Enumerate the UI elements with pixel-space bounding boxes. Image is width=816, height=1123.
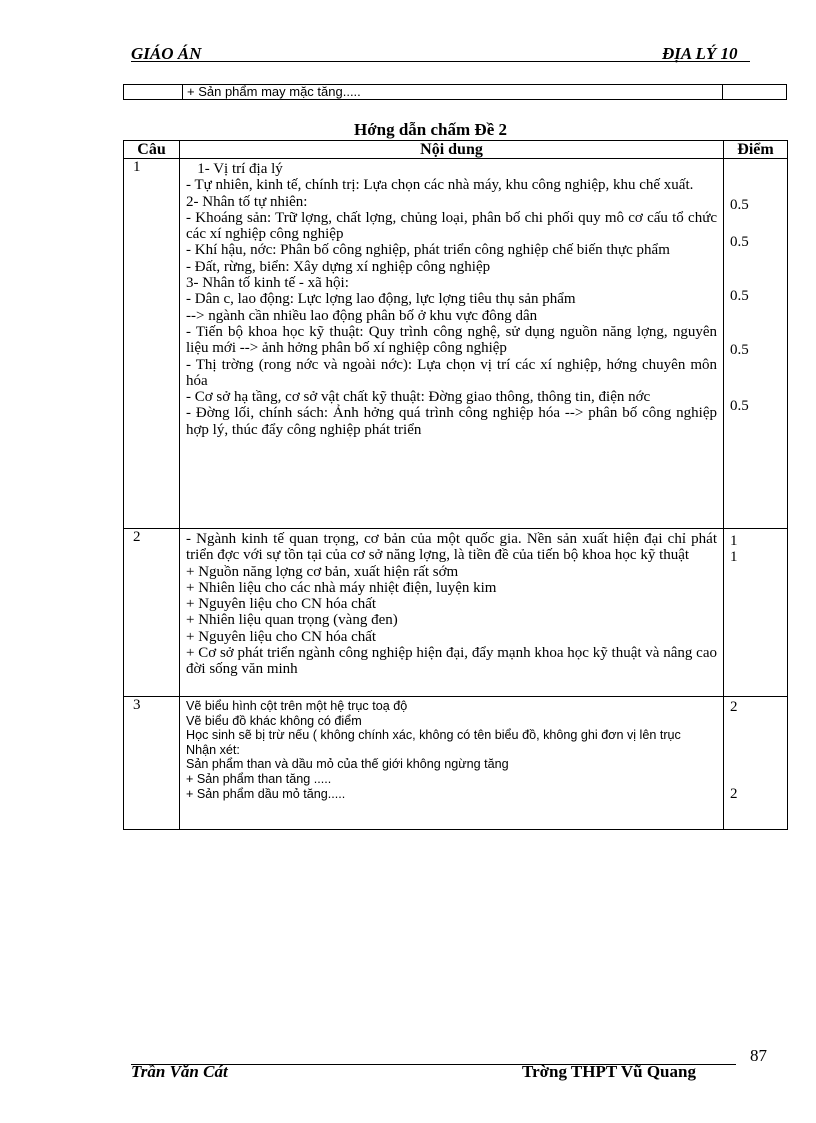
- question-number: 2: [124, 529, 180, 697]
- continued-table-row: [123, 84, 787, 100]
- content-line: + Sản phẩm dầu mỏ tăng.....: [186, 786, 346, 801]
- page-number: 87: [750, 1046, 767, 1065]
- content-line: - Thị trờng (rong nớc và ngoài nớc): Lựa chọn vị trí các xí nghiệp, hớng chuyên môn hóa: [186, 356, 717, 389]
- footer-author: Trần Văn Cát: [131, 1062, 228, 1081]
- content-line: + Cơ sở phát triển ngành công nghiệp hiện đại, đẩy mạnh khoa học kỹ thuật và nâng cao đời sống văn minh: [186, 645, 717, 678]
- points-cell: [724, 529, 788, 697]
- point-value: 0.5: [730, 288, 749, 304]
- content-line: - Khí hậu, nớc: Phân bố công nghiệp, phát triển công nghiệp chế biến thực phẩm: [186, 242, 670, 259]
- content-line: - Đờng lối, chính sách: Ảnh hởng quá trình công nghiệp hóa --> phân bố công nghiệp hợp lý, thúc đẩy công nghiệp phát triển: [186, 405, 717, 438]
- content-line: - Tự nhiên, kinh tế, chính trị: Lựa chọn các nhà máy, khu công nghiệp, khu chế xuất.: [186, 177, 694, 194]
- point-value: 1: [730, 533, 738, 549]
- content-line: + Nguồn năng lợng cơ bản, xuất hiện rất sớm: [186, 563, 459, 580]
- content-line: --> ngành cần nhiều lao động phân bố ở khu vực đông dân: [186, 307, 538, 324]
- content-line: + Sản phẩm than tăng .....: [186, 771, 332, 786]
- points-cell: [724, 697, 788, 830]
- point-value: 1: [730, 549, 738, 565]
- content-line: Vẽ biểu hình cột trên một hệ trục toạ độ: [186, 699, 408, 713]
- point-value: 2: [730, 699, 738, 715]
- answer-content: [180, 697, 724, 830]
- content-line: + Nguyên liệu cho CN hóa chất: [186, 628, 377, 645]
- content-line: 3- Nhân tố kinh tế - xã hội:: [186, 275, 349, 292]
- point-value: 2: [730, 786, 738, 802]
- content-line: Học sinh sẽ bị trừ nếu ( không chính xác, không có tên biểu đồ, không ghi đơn vị lên trục: [186, 728, 681, 743]
- continued-row-text: + Sản phẩm may mặc tăng.....: [187, 84, 361, 99]
- header-rule: [131, 61, 750, 62]
- content-line: 1- Vị trí địa lý: [186, 161, 283, 177]
- content-line: + Nguyên liệu cho CN hóa chất: [186, 596, 377, 613]
- footer-school: Trờng THPT Vũ Quang: [522, 1062, 696, 1081]
- content-line: Vẽ biểu đồ khác không có điểm: [186, 713, 362, 728]
- content-line: - Tiến bộ khoa học kỹ thuật: Quy trình công nghệ, sử dụng nguồn năng lợng, nguyên liệu mới --> ảnh hởng phân bố xí nghiệp công nghiệp: [186, 323, 717, 357]
- answer-content: [180, 159, 724, 529]
- question-number: 1: [124, 159, 180, 529]
- table-row: [124, 697, 788, 830]
- content-line: - Dân c, lao động: Lực lợng lao động, lực lợng tiêu thụ sản phẩm: [186, 291, 576, 308]
- header-diem: Điểm: [724, 141, 788, 159]
- content-line: - Đất, rừng, biển: Xây dựng xí nghiệp công nghiệp: [186, 258, 491, 275]
- content-line: + Nhiên liệu quan trọng (vàng đen): [186, 612, 398, 629]
- content-line: - Khoáng sản: Trữ lợng, chất lợng, chủng loại, phân bố chi phối quy mô cơ cấu tổ chức các xí nghiệp công nghiệp: [186, 209, 717, 243]
- header-right: ĐỊA LÝ 10: [662, 44, 738, 63]
- grading-table: [123, 140, 788, 830]
- point-value: 0.5: [730, 197, 749, 213]
- answer-content: [180, 529, 724, 697]
- content-line: + Nhiên liệu cho các nhà máy nhiệt điện, luyện kim: [186, 579, 497, 596]
- content-line: 2- Nhân tố tự nhiên:: [186, 193, 308, 210]
- content-line: Nhận xét:: [186, 742, 240, 757]
- content-line: Sản phẩm than và dầu mỏ của thế giới không ngừng tăng: [186, 757, 509, 772]
- points-cell: [724, 159, 788, 529]
- header-left: GIÁO ÁN: [131, 44, 202, 63]
- content-line: - Cơ sở hạ tầng, cơ sở vật chất kỹ thuật: Đờng giao thông, thông tin, điện nớc: [186, 389, 651, 406]
- content-line: - Ngành kinh tế quan trọng, cơ bản của một quốc gia. Nền sản xuất hiện đại chỉ phát triển đợc với sự tồn tại của cơ sở năng lợng, là tiền đề của tiến bộ khoa học kỹ thuật: [186, 531, 717, 564]
- question-number: 3: [124, 697, 180, 830]
- page-title: Hớng dẫn chấm Đề 2: [354, 120, 507, 139]
- point-value: 0.5: [730, 234, 749, 250]
- header-cau: Câu: [124, 141, 180, 159]
- table-row: [124, 159, 788, 529]
- header-noi-dung: Nội dung: [180, 141, 724, 159]
- point-value: 0.5: [730, 342, 749, 358]
- table-row: [124, 529, 788, 697]
- point-value: 0.5: [730, 398, 749, 414]
